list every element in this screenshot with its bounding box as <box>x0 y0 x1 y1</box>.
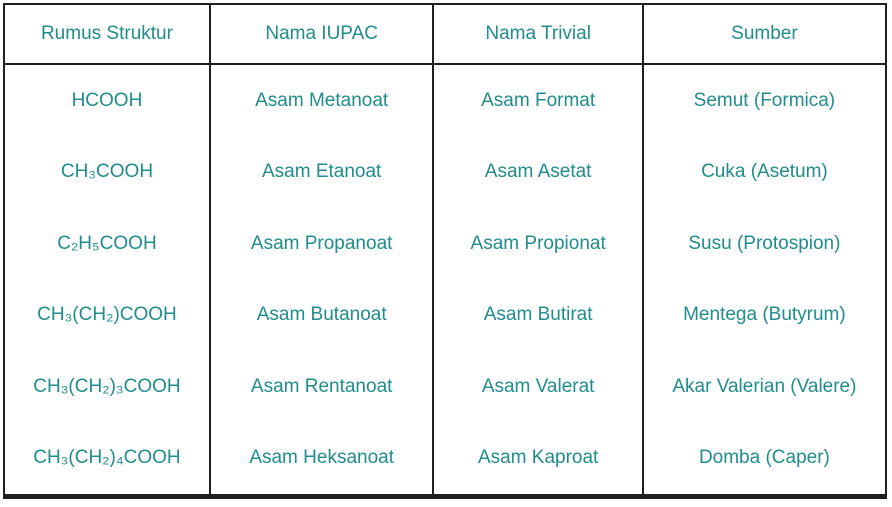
column-sumber <box>644 65 885 494</box>
cell-rumus-row3: C₂H₅COOH <box>57 232 157 254</box>
column-rumus-struktur <box>5 65 211 494</box>
cell-rumus-row1: HCOOH <box>71 89 143 111</box>
cell-sumber-row3: Susu (Protospion) <box>688 232 841 254</box>
carboxylic-acid-table <box>3 3 887 499</box>
cell-iupac-row2: Asam Etanoat <box>261 161 382 183</box>
cell-sumber-row2: Cuka (Asetum) <box>701 161 828 183</box>
cell-trivial-row1: Asam Format <box>481 89 596 111</box>
header-label-rumus-struktur: Rumus Struktur <box>40 23 173 44</box>
header-cell-nama-trivial <box>434 5 643 65</box>
cell-trivial-row4: Asam Butirat <box>483 304 593 326</box>
cell-trivial-row2: Asam Asetat <box>484 161 592 183</box>
cell-rumus-row4: CH₃(CH₂)COOH <box>37 304 177 326</box>
cell-rumus-row6: CH₃(CH₂)₄COOH <box>33 447 181 469</box>
header-label-nama-trivial: Nama Trivial <box>485 23 591 44</box>
cell-sumber-row5: Akar Valerian (Valere) <box>672 375 857 397</box>
header-label-sumber: Sumber <box>731 23 798 44</box>
header-cell-sumber <box>644 5 885 65</box>
cell-sumber-row1: Semut (Formica) <box>693 89 836 111</box>
cell-sumber-row6: Domba (Caper) <box>698 447 830 469</box>
cell-trivial-row3: Asam Propionat <box>470 232 606 254</box>
cell-trivial-row5: Asam Valerat <box>481 375 595 397</box>
column-nama-iupac <box>211 65 435 494</box>
cell-rumus-row2: CH₃COOH <box>60 161 154 183</box>
cell-rumus-row5: CH₃(CH₂)₃COOH <box>33 375 181 397</box>
column-nama-trivial <box>434 65 643 494</box>
cell-iupac-row1: Asam Metanoat <box>255 89 389 111</box>
header-label-nama-iupac: Nama IUPAC <box>265 23 378 44</box>
cell-sumber-row4: Mentega (Butyrum) <box>683 304 846 326</box>
cell-iupac-row3: Asam Propanoat <box>250 232 393 254</box>
header-cell-rumus-struktur <box>5 5 211 65</box>
cell-trivial-row6: Asam Kaproat <box>477 447 599 469</box>
cell-iupac-row6: Asam Heksanoat <box>249 447 394 469</box>
cell-iupac-row5: Asam Rentanoat <box>250 375 393 397</box>
header-cell-nama-iupac <box>211 5 435 65</box>
cell-iupac-row4: Asam Butanoat <box>256 304 387 326</box>
